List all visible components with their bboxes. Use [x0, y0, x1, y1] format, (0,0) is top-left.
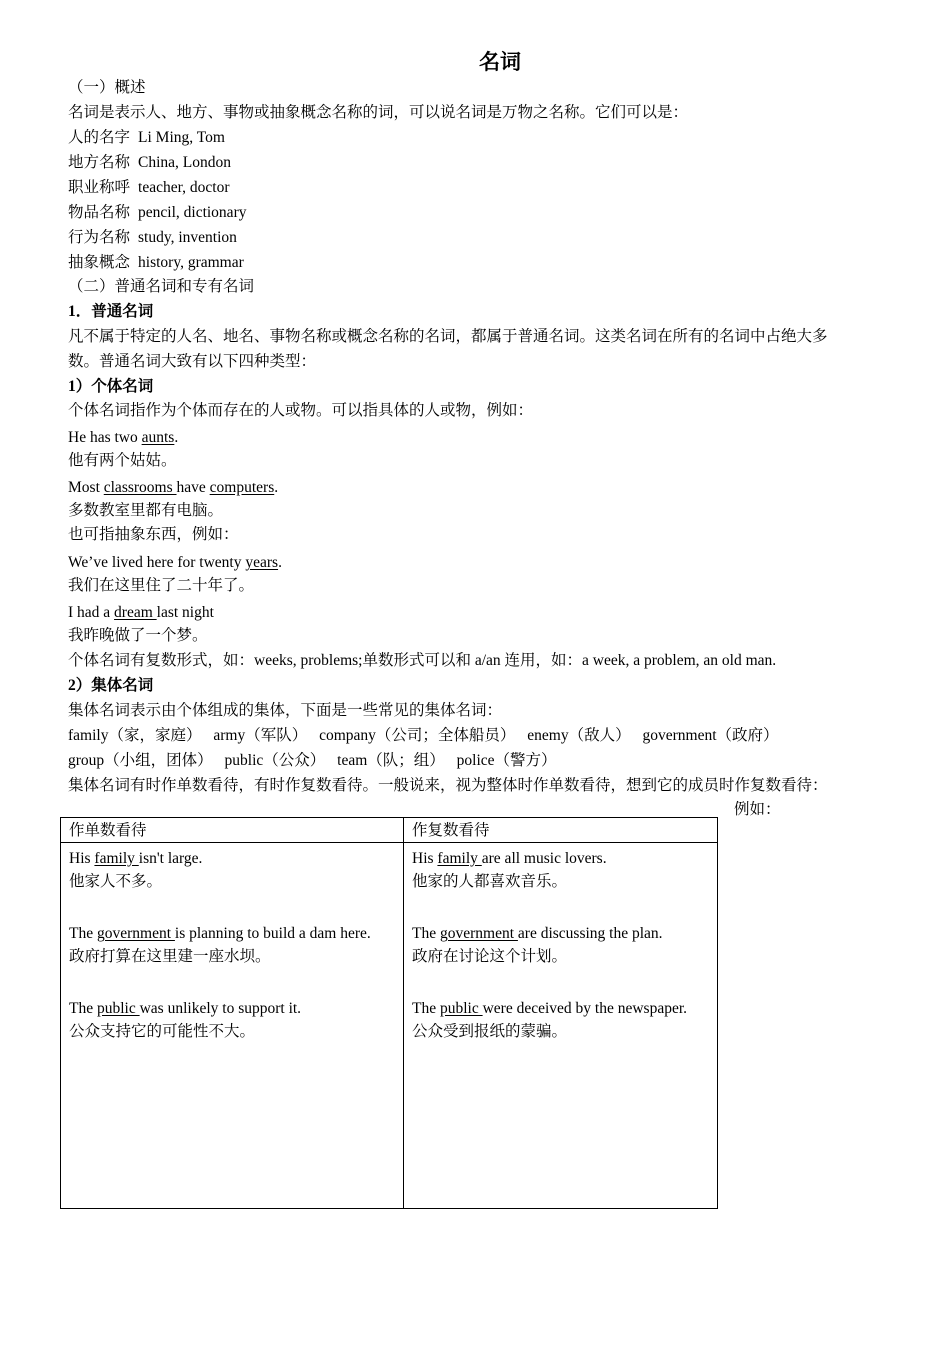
example-translation: 多数教室里都有电脑。	[68, 502, 224, 519]
table-cell-en	[69, 847, 202, 870]
category-label: 抽象概念	[68, 254, 131, 271]
example-translation: 他有两个姑姑。	[68, 452, 177, 469]
text: His	[69, 850, 95, 867]
table-header-plural: 作复数看待	[412, 822, 490, 839]
underlined-word: family	[437, 850, 482, 867]
column-divider	[403, 818, 404, 1208]
table-cell-cn: 公众受到报纸的蒙骗。	[412, 1023, 568, 1040]
common-noun-heading: 1．普通名词	[68, 303, 154, 320]
text: are all music lovers.	[481, 850, 607, 867]
category-row	[68, 153, 231, 173]
text: The	[412, 925, 440, 942]
text: are discussing the plan.	[517, 925, 663, 942]
list-item: police（警方）	[456, 752, 557, 769]
example-sentence	[68, 603, 214, 623]
text: The	[69, 925, 97, 942]
common-noun-text: 凡不属于特定的人名、地名、事物名称或概念名称的名词，都属于普通名词。这类名词在所有的名词中占绝大多	[68, 328, 828, 345]
common-noun-text: 数。普通名词大致有以下四种类型：	[68, 353, 317, 370]
overview-text: 名词是表示人、地方、事物或抽象概念名称的词，可以说名词是万物之名称。它们可以是：	[68, 104, 689, 121]
underlined-word: computers	[209, 479, 275, 496]
abstract-text: 也可指抽象东西，例如：	[68, 526, 239, 543]
individual-noun-text: 个体名词指作为个体而存在的人或物。可以指具体的人或物，例如：	[68, 402, 534, 419]
category-label: 物品名称	[68, 204, 131, 221]
category-row	[68, 178, 229, 198]
table-cell-en	[69, 922, 371, 945]
overview-heading: （一）概述	[68, 79, 146, 96]
underlined-word: family	[94, 850, 139, 867]
table-cell-en	[412, 847, 607, 870]
category-row	[68, 203, 246, 223]
underlined-word: dream	[114, 604, 157, 621]
underlined-word: public	[439, 1000, 483, 1017]
plural-text: 个体名词有复数形式，如：weeks, problems;单数形式可以和 a/an 连用，如：a week, a problem, an old man.	[68, 652, 777, 669]
table-cell-en	[69, 997, 301, 1020]
underlined-word: classrooms	[103, 479, 177, 496]
category-examples: teacher, doctor	[138, 179, 230, 196]
category-row	[68, 228, 237, 248]
text: The	[69, 1000, 97, 1017]
list-item: team（队；组）	[337, 752, 445, 769]
list-item: enemy（敌人）	[527, 727, 631, 744]
list-item: group（小组，团体）	[68, 752, 213, 769]
singular-plural-table	[60, 817, 718, 1209]
example-translation: 我昨晚做了一个梦。	[68, 627, 208, 644]
collective-rule: 集体名词有时作单数看待，有时作复数看待。一般说来，视为整体时作单数看待，想到它的成员时作复数看待：	[68, 777, 828, 794]
text: was unlikely to support it.	[139, 1000, 302, 1017]
category-examples: history, grammar	[138, 254, 244, 271]
example-sentence	[68, 553, 282, 573]
example-sentence	[68, 428, 178, 448]
example-sentence	[68, 478, 278, 498]
table-cell-cn: 政府打算在这里建一座水坝。	[69, 948, 271, 965]
list-item: family（家，家庭）	[68, 727, 202, 744]
collective-noun-heading: 2）集体名词	[68, 677, 154, 694]
table-cell-en	[412, 997, 687, 1020]
text: .	[174, 429, 179, 446]
category-examples: pencil, dictionary	[138, 204, 247, 221]
text: He has two	[68, 429, 142, 446]
example-translation: 我们在这里住了二十年了。	[68, 577, 255, 594]
page-title: 名词	[479, 50, 521, 74]
list-item: army（军队）	[213, 727, 308, 744]
example-label: 例如：	[734, 801, 781, 818]
underlined-word: aunts	[141, 429, 175, 446]
underlined-word: government	[439, 925, 518, 942]
header-divider	[61, 842, 717, 843]
text: is planning to build a dam here.	[174, 925, 371, 942]
category-examples: China, London	[138, 154, 232, 171]
table-cell-cn: 公众支持它的可能性不大。	[69, 1023, 256, 1040]
table-cell-en	[412, 922, 663, 945]
category-row	[68, 128, 225, 148]
category-examples: Li Ming, Tom	[138, 129, 225, 146]
category-row	[68, 253, 244, 273]
list-item: government（政府）	[642, 727, 779, 744]
underlined-word: public	[96, 1000, 140, 1017]
text: The	[412, 1000, 440, 1017]
underlined-word: government	[96, 925, 175, 942]
category-label: 行为名称	[68, 229, 131, 246]
category-examples: study, invention	[138, 229, 237, 246]
category-label: 职业称呼	[68, 179, 131, 196]
text: Most	[68, 479, 104, 496]
text: .	[278, 554, 282, 571]
table-cell-cn: 他家的人都喜欢音乐。	[412, 873, 568, 890]
text: last night	[156, 604, 214, 621]
category-label: 地方名称	[68, 154, 131, 171]
collective-list	[68, 751, 557, 771]
text: .	[274, 479, 279, 496]
table-cell-cn: 他家人不多。	[69, 873, 163, 890]
text: have	[176, 479, 210, 496]
text: were deceived by the newspaper.	[482, 1000, 688, 1017]
collective-list	[68, 726, 779, 746]
table-cell-cn: 政府在讨论这个计划。	[412, 948, 568, 965]
list-item: public（公众）	[224, 752, 326, 769]
text: We’ve lived here for twenty	[68, 554, 246, 571]
category-label: 人的名字	[68, 129, 131, 146]
individual-noun-heading: 1）个体名词	[68, 378, 154, 395]
text: His	[412, 850, 438, 867]
collective-noun-text: 集体名词表示由个体组成的集体，下面是一些常见的集体名词：	[68, 702, 503, 719]
text: I had a	[68, 604, 115, 621]
list-item: company（公司；全体船员）	[319, 727, 516, 744]
underlined-word: years	[245, 554, 279, 571]
table-header-singular: 作单数看待	[69, 822, 147, 839]
section2-heading: （二）普通名词和专有名词	[68, 278, 255, 295]
text: isn't large.	[138, 850, 203, 867]
